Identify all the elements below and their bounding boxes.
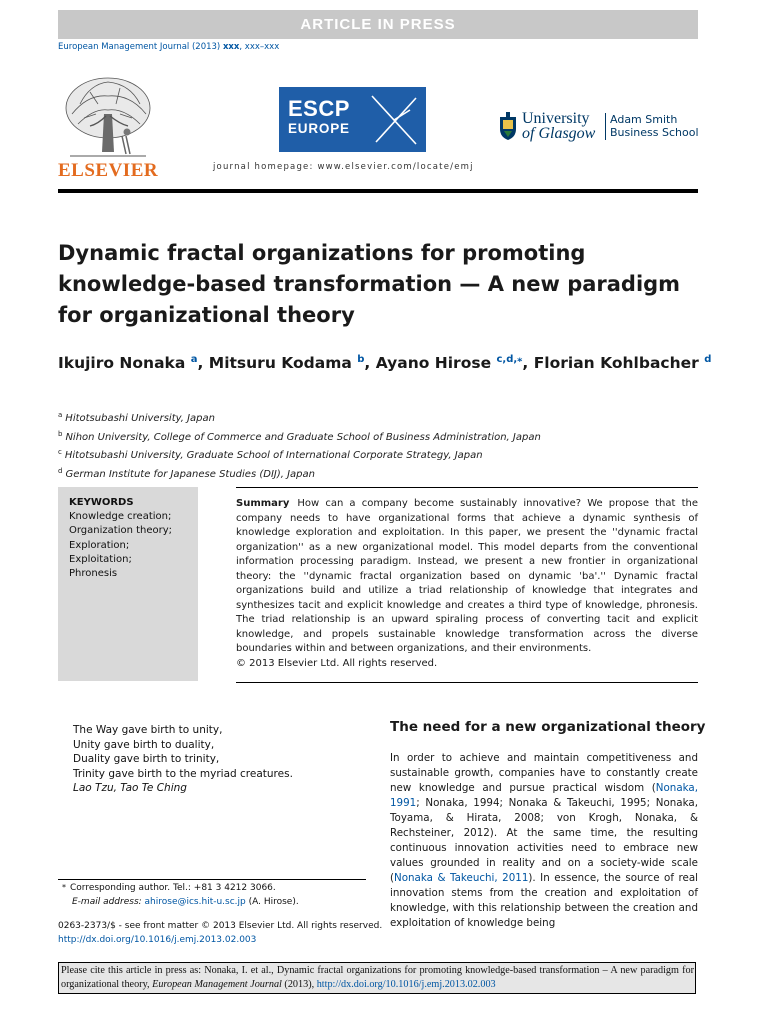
journal-reference[interactable] <box>58 42 279 52</box>
header-divider <box>58 189 698 193</box>
affiliation-text: Nihon University, College of Commerce and Graduate School of Business Administration, Japan <box>65 431 541 443</box>
citation-mid: (2013), <box>281 979 317 990</box>
affiliation-item <box>58 445 541 464</box>
author-sep: , <box>364 354 376 372</box>
epigraph-line: Unity gave birth to duality, <box>73 738 215 751</box>
glasgow-line2: of Glasgow <box>522 125 596 142</box>
author-sep: , <box>522 354 534 372</box>
epigraph-line: Trinity gave birth to the myriad creatures. <box>73 767 293 780</box>
citation-link[interactable]: Nonaka & Takeuchi, 2011 <box>394 872 529 884</box>
escp-line1: ESCP <box>288 96 350 121</box>
footnote-rule <box>58 879 366 880</box>
author-name[interactable]: Ayano Hirose <box>375 354 492 372</box>
keyword-item: Exploration; <box>69 539 130 551</box>
author-affil-mark[interactable]: a <box>190 354 198 365</box>
adam-smith-line1: Adam Smith <box>610 113 678 126</box>
keyword-item: Phronesis <box>69 568 118 580</box>
body-paragraph <box>390 751 698 931</box>
abstract-text: How can a company become sustainably innovative? We propose that the company needs to have organizational forms that achieve a dynamic synthesis of knowledge exploration and exploitation. In this paper, we present the ''dynamic fractal organization'' as a new organizational model. This model departs from the conventional information processing paradigm. Instead, we present a new frontier in organizational theory: the ''dynamic fractal organization based on dynamic 'ba'.'' Dynamic fractal organizations build and utilize a triad relationship of knowledge that integrates and synthesizes tacit and explicit knowledge and creates a third type of knowledge, phronesis. The triad relationship is an upward spiraling process of converting tacit and explicit knowledge, and propels sustainable knowledge transformation across the diverse boundaries within and between organizations, and their environments. <box>236 498 698 654</box>
author-sep: , <box>197 354 209 372</box>
affiliation-mark: b <box>58 429 63 438</box>
doi-link[interactable]: http://dx.doi.org/10.1016/j.emj.2013.02.003 <box>58 934 257 945</box>
article-in-press-banner: ARTICLE IN PRESS <box>58 10 698 39</box>
citation-journal: European Management Journal <box>152 979 282 990</box>
affiliation-mark: c <box>58 448 62 456</box>
email-link[interactable]: ahirose@ics.hit-u.sc.jp <box>144 896 246 907</box>
glasgow-divider <box>605 113 606 140</box>
email-suffix: (A. Hirose). <box>245 896 299 907</box>
elsevier-tree-logo <box>60 74 156 160</box>
affiliation-text: Hitotsubashi University, Graduate School of International Corporate Strategy, Japan <box>64 450 483 461</box>
keywords-list <box>69 496 172 581</box>
corresponding-text: Corresponding author. Tel.: +81 3 4212 3066. <box>70 883 276 893</box>
abstract-bottom-rule <box>236 682 698 683</box>
front-matter-info <box>58 920 382 947</box>
author-affil-mark[interactable]: b <box>357 354 365 365</box>
adam-smith-line2: Business School <box>610 126 699 139</box>
escp-logo-text <box>288 98 350 138</box>
affiliation-item <box>58 408 541 427</box>
abstract-top-rule <box>236 487 698 488</box>
epigraph-attribution: Lao Tzu, Tao Te Ching <box>73 782 187 794</box>
email-label: E-mail address: <box>72 896 145 907</box>
author-name[interactable]: Ikujiro Nonaka <box>58 354 186 372</box>
keyword-item: Organization theory; <box>69 525 173 537</box>
footnote-email <box>62 896 299 910</box>
abstract <box>236 497 698 671</box>
author-list <box>58 354 711 372</box>
journal-homepage-link[interactable]: journal homepage: www.elsevier.com/locate/emj <box>213 162 474 172</box>
keywords-heading: KEYWORDS <box>69 497 134 508</box>
affiliation-item <box>58 464 541 483</box>
citation-link[interactable]: Nonaka, 1991 <box>390 782 698 809</box>
affiliation-mark: a <box>58 411 63 419</box>
glasgow-line1: University <box>522 110 590 127</box>
journal-ref-prefix: European Management Journal (2013) <box>58 42 223 52</box>
footnote-corresponding <box>62 881 299 896</box>
footnote <box>62 881 299 909</box>
body-text-3: ). In essence, the source of real innovation stems from the creation and exploitation of knowledge, with this relationship between the creation and exploitation of knowledge being <box>390 872 699 929</box>
section-heading: The need for a new organizational theory <box>390 719 706 735</box>
abstract-copyright: © 2013 Elsevier Ltd. All rights reserved. <box>236 657 438 669</box>
citation-doi-link[interactable]: http://dx.doi.org/10.1016/j.emj.2013.02.003 <box>316 979 496 990</box>
body-text-2: ; Nonaka, 1994; Nonaka & Takeuchi, 1995; Nonaka, Toyama, & Hirata, 2008; von Krogh, Nonaka, & Rechsteiner, 2012). At the same time, the resulting continuous innovation activities need to embrace new values grounded in reality and on a society-wide scale ( <box>390 797 698 884</box>
citation-pre: Please cite this article in press as: Nonaka, I. et al., Dynamic fractal organizations for promoting knowledge-based transformation – A new paradigm for organizational theory, <box>61 965 694 990</box>
escp-star-icon <box>366 92 422 148</box>
elsevier-wordmark: ELSEVIER <box>58 160 159 181</box>
affiliation-item <box>58 427 541 446</box>
affiliation-text: Hitotsubashi University, Japan <box>65 413 215 424</box>
abstract-label: Summary <box>236 498 290 509</box>
adam-smith-school <box>610 113 699 139</box>
journal-ref-bold: xxx <box>222 42 240 52</box>
glasgow-name <box>522 111 595 141</box>
affiliation-text: German Institute for Japanese Studies (DIJ), Japan <box>65 468 315 480</box>
affiliation-mark: d <box>58 466 63 475</box>
glasgow-crest-icon <box>498 111 518 141</box>
keyword-item: Exploitation; <box>69 553 132 565</box>
epigraph-line: Duality gave birth to trinity, <box>73 753 220 765</box>
epigraph-line: The Way gave birth to unity, <box>73 724 223 736</box>
affiliation-list <box>58 408 541 482</box>
author-affil-mark[interactable]: c,d,⁎ <box>496 354 523 365</box>
article-title: Dynamic fractal organizations for promoting knowledge-based transformation — A new paradigm for organizational theory <box>58 241 681 327</box>
journal-ref-suffix: , xxx–xxx <box>239 42 280 52</box>
citation-box <box>58 962 696 994</box>
author-affil-mark[interactable]: d <box>704 354 712 365</box>
body-text-1: In order to achieve and maintain competitiveness and sustainable growth, companies have to constantly create new knowledge and pursue practical wisdom ( <box>390 752 698 794</box>
footnote-mark: * <box>62 883 66 892</box>
keyword-item: Knowledge creation; <box>69 511 172 523</box>
escp-line2: EUROPE <box>288 121 350 136</box>
author-name[interactable]: Mitsuru Kodama <box>208 354 352 372</box>
author-name[interactable]: Florian Kohlbacher <box>533 354 699 372</box>
issn-line: 0263-2373/$ - see front matter © 2013 Elsevier Ltd. All rights reserved. <box>58 921 383 931</box>
epigraph <box>73 723 293 796</box>
